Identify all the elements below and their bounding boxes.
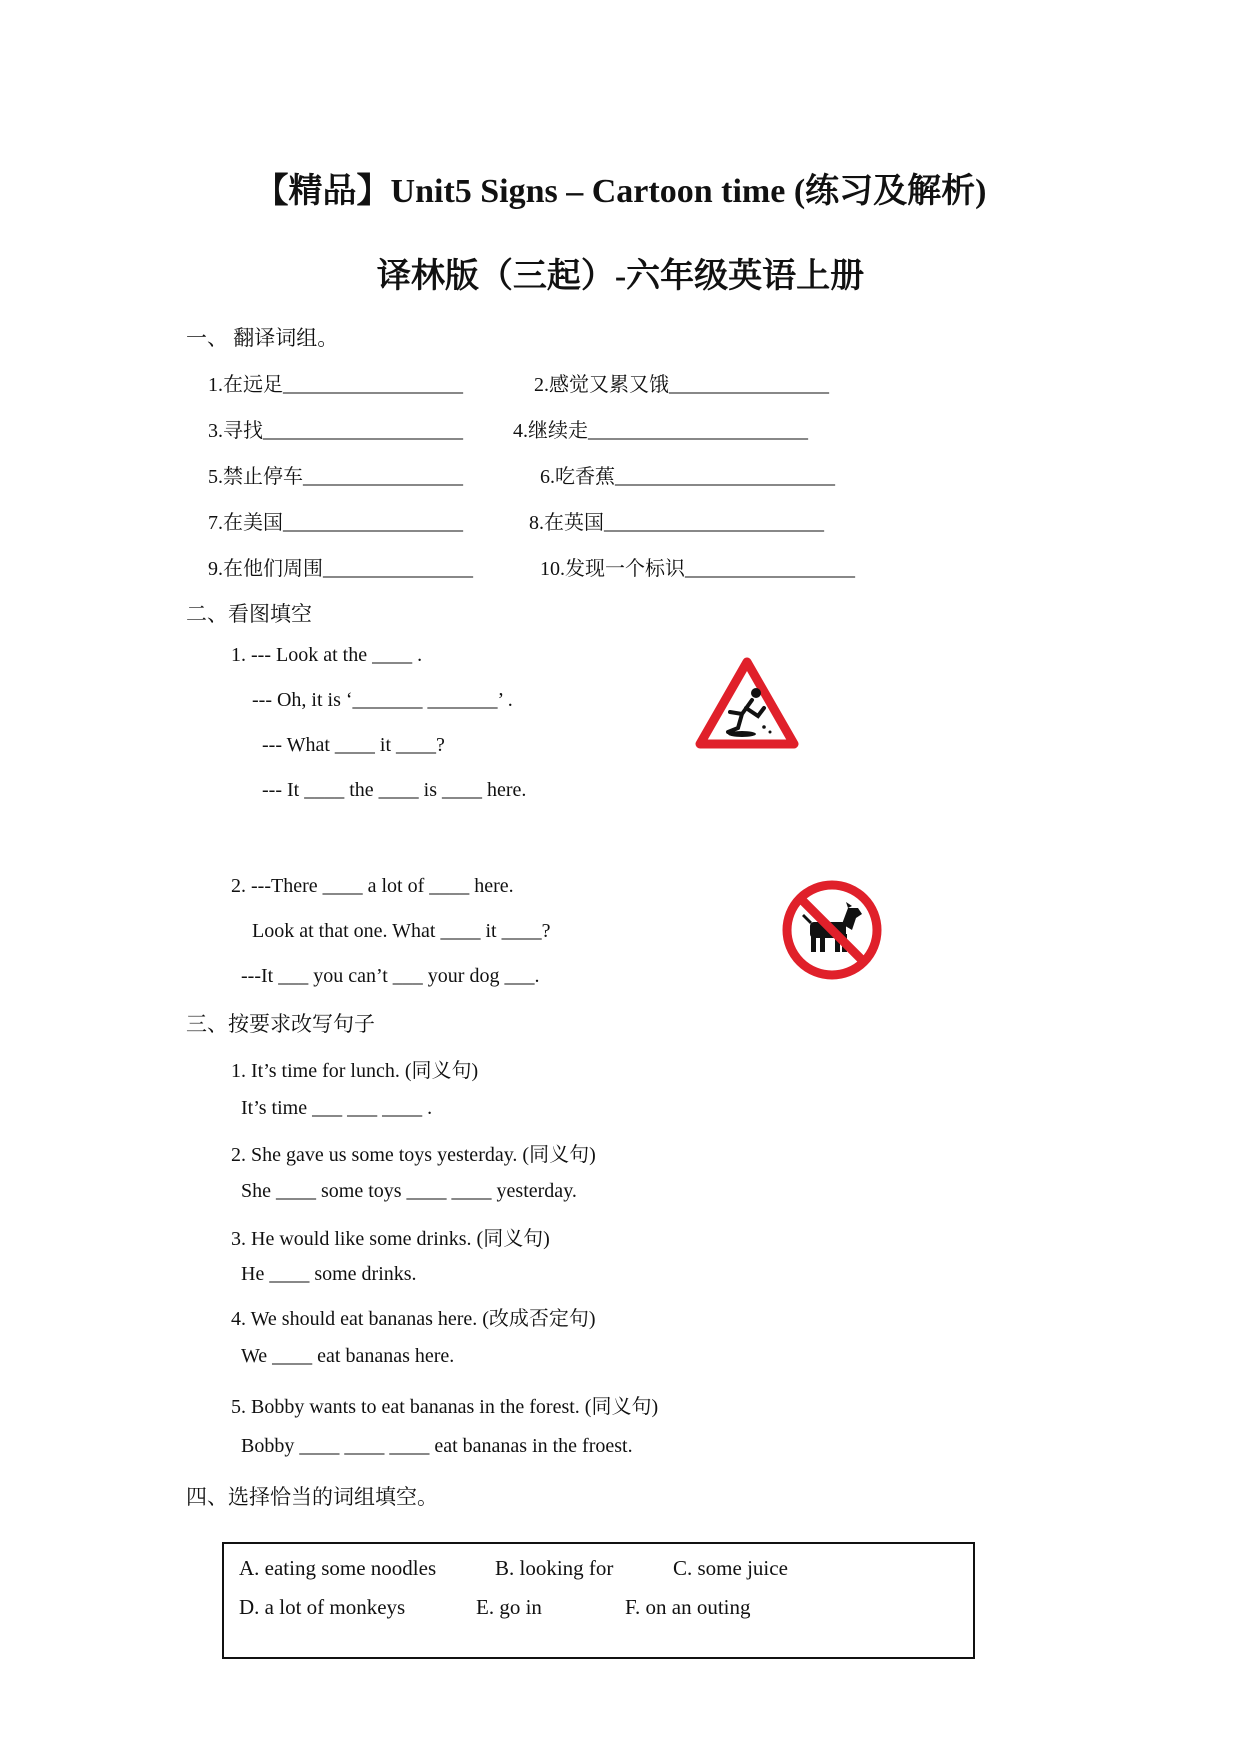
q2-line: 2. ---There ____ a lot of ____ here. — [231, 875, 514, 897]
rewrite-line: 3. He would like some drinks. (同义句) — [231, 1228, 550, 1250]
q2-line: Look at that one. What ____ it ____? — [252, 920, 551, 942]
rewrite-line: 1. It’s time for lunch. (同义句) — [231, 1060, 479, 1082]
section2-heading: 二、看图填空 — [186, 602, 312, 626]
wet-floor-warning-sign-icon — [694, 656, 800, 750]
phrase-item: 4.继续走______________________ — [513, 420, 808, 442]
rewrite-line: He ____ some drinks. — [241, 1263, 417, 1285]
page-title: 【精品】Unit5 Signs – Cartoon time (练习及解析) — [254, 173, 987, 210]
phrase-item: 5.禁止停车________________ — [208, 466, 463, 488]
phrase-item: 7.在美国__________________ — [208, 512, 463, 534]
q1-line: --- Oh, it is ‘_______ _______’ . — [252, 689, 513, 711]
rewrite-line: 2. She gave us some toys yesterday. (同义句) — [231, 1144, 596, 1166]
rewrite-line: We ____ eat bananas here. — [241, 1345, 455, 1367]
option-d: D. a lot of monkeys — [239, 1595, 406, 1619]
option-f: F. on an outing — [625, 1595, 751, 1619]
phrase-item: 3.寻找____________________ — [208, 420, 463, 442]
option-a: A. eating some noodles — [239, 1556, 437, 1580]
word-bank-box — [222, 1542, 975, 1659]
page-subtitle: 译林版（三起）-六年级英语上册 — [376, 258, 865, 295]
section4-heading: 四、选择恰当的词组填空。 — [186, 1485, 438, 1509]
rewrite-line: 5. Bobby wants to eat bananas in the forest. (同义句) — [231, 1396, 659, 1418]
section3-heading: 三、按要求改写句子 — [186, 1012, 375, 1036]
no-dogs-sign-icon — [780, 878, 884, 982]
q1-line: --- What ____ it ____? — [262, 734, 445, 756]
option-b: B. looking for — [495, 1556, 614, 1580]
phrase-item: 1.在远足__________________ — [208, 374, 463, 396]
q1-line: 1. --- Look at the ____ . — [231, 644, 423, 666]
section1-heading: 一、 翻译词组。 — [186, 326, 339, 350]
q2-line: ---It ___ you can’t ___ your dog ___. — [241, 965, 540, 987]
phrase-item: 10.发现一个标识_________________ — [540, 558, 855, 580]
phrase-item: 8.在英国______________________ — [529, 512, 824, 534]
option-e: E. go in — [476, 1595, 542, 1619]
phrase-item: 9.在他们周围_______________ — [208, 558, 473, 580]
rewrite-line: It’s time ___ ___ ____ . — [241, 1097, 433, 1119]
phrase-item: 2.感觉又累又饿________________ — [534, 374, 829, 396]
rewrite-line: 4. We should eat bananas here. (改成否定句) — [231, 1308, 596, 1330]
phrase-item: 6.吃香蕉______________________ — [540, 466, 835, 488]
rewrite-line: She ____ some toys ____ ____ yesterday. — [241, 1180, 577, 1202]
option-c: C. some juice — [673, 1556, 788, 1580]
q1-line: --- It ____ the ____ is ____ here. — [262, 779, 527, 801]
rewrite-line: Bobby ____ ____ ____ eat bananas in the froest. — [241, 1435, 633, 1457]
